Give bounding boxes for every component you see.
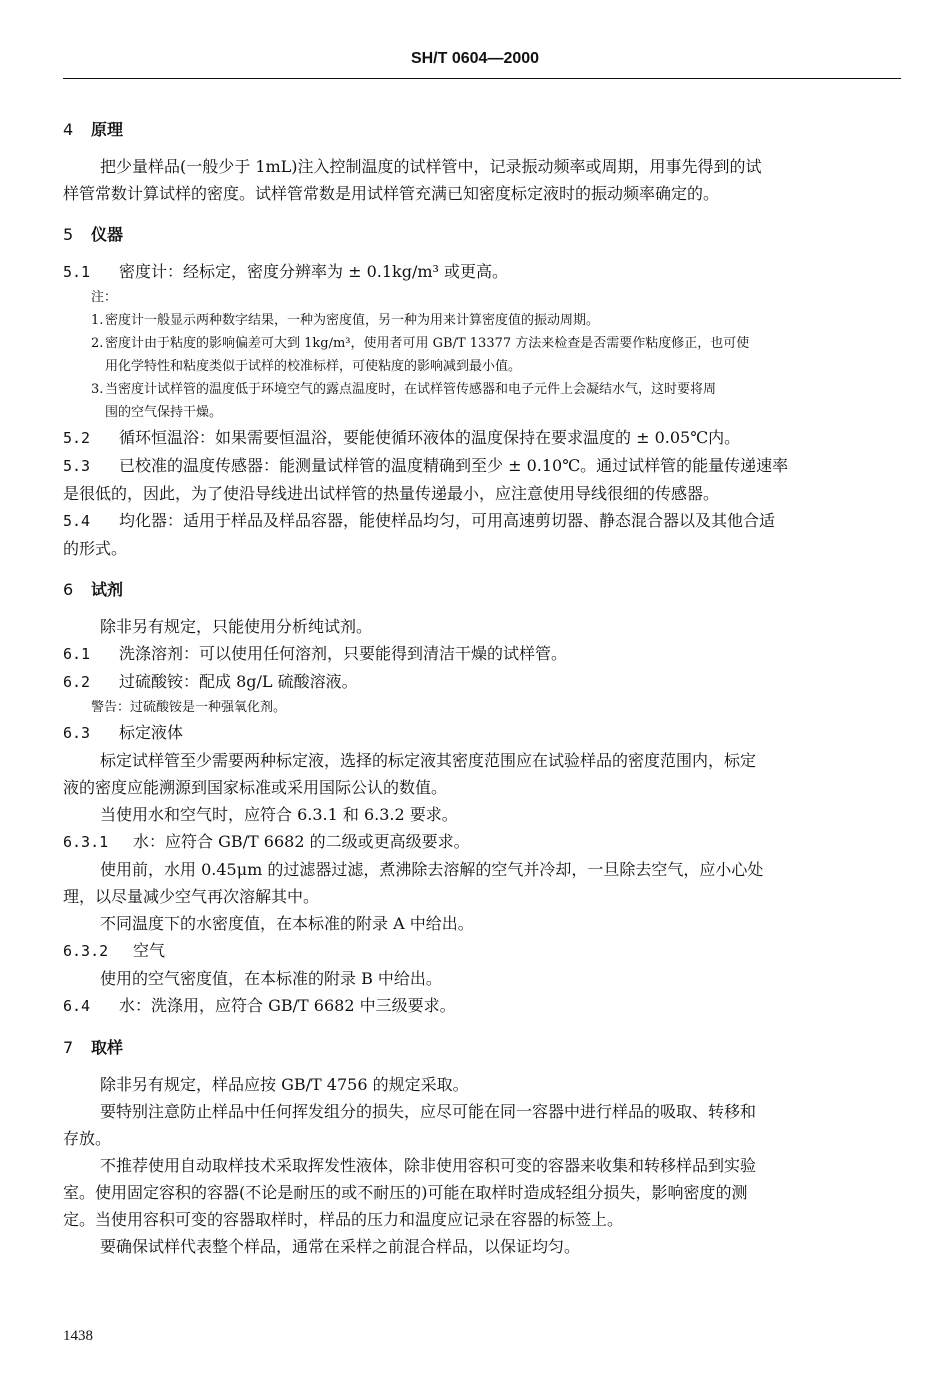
section-title: 仪器 xyxy=(91,225,124,244)
paragraph-line: 存放。 xyxy=(63,1129,112,1148)
paragraph-line: 除非另有规定，样品应按 GB/T 4756 的规定采取。 xyxy=(100,1075,469,1094)
note-2: 2. 密度计由于粘度的影响偏差可大到 1kg/m³，使用者可用 GB/T 13377 方法来检查是否需要作粘度修正，也可使 xyxy=(91,336,750,351)
note-label: 注： xyxy=(91,290,118,305)
page-number: 1438 xyxy=(63,1328,93,1344)
note-3: 3. 当密度计试样管的温度低于环境空气的露点温度时，在试样管传感器和电子元件上会凝结水气，这时要将周 xyxy=(91,382,717,397)
paragraph-line: 样管常数计算试样的密度。试样管常数是用试样管充满已知密度标定液时的振动频率确定的。 xyxy=(63,184,720,203)
paragraph-line: 使用前，水用 0.45μm 的过滤器过滤，煮沸除去溶解的空气并冷却，一旦除去空气，应小心处 xyxy=(100,860,764,879)
note-1: 1. 密度计一般显示两种数字结果，一种为密度值，另一种为用来计算密度值的振动周期。 xyxy=(91,313,600,328)
standard-header: SH/T 0604—2000 xyxy=(410,50,540,67)
section-number: 4 xyxy=(63,120,74,139)
section-number: 5 xyxy=(63,225,74,244)
clause-5-1: 5.1 密度计：经标定，密度分辨率为 ± 0.1kg/m³ 或更高。 xyxy=(63,262,509,281)
note-2-cont: 用化学特性和粘度类似于试样的校准标样，可使粘度的影响减到最小值。 xyxy=(105,359,522,374)
paragraph-line: 理，以尽量减少空气再次溶解其中。 xyxy=(63,887,320,906)
paragraph-line: 是很低的，因此，为了使沿导线进出试样管的热量传递最小，应注意使用导线很细的传感器。 xyxy=(63,484,720,503)
clause-6-1: 6.1 洗涤溶剂：可以使用任何溶剂，只要能得到清洁干燥的试样管。 xyxy=(63,644,568,663)
paragraph-line: 室。使用固定容积的容器(不论是耐压的或不耐压的)可能在取样时造成轻组分损失，影响密度的测 xyxy=(63,1183,748,1202)
paragraph-line: 不推荐使用自动取样技术采取挥发性液体，除非使用容积可变的容器来收集和转移样品到实验 xyxy=(100,1156,757,1175)
clause-6-3-1: 6.3.1 水：应符合 GB/T 6682 的二级或更高级要求。 xyxy=(63,832,470,851)
clause-6-3: 6.3 标定液体 xyxy=(63,723,184,742)
section-number: 7 xyxy=(63,1038,74,1057)
section-title: 取样 xyxy=(91,1038,124,1057)
section-5-heading xyxy=(63,221,901,249)
paragraph-line: 当使用水和空气时，应符合 6.3.1 和 6.3.2 要求。 xyxy=(100,805,458,824)
header-rule xyxy=(63,78,901,79)
clause-5-4: 5.4 均化器：适用于样品及样品容器，能使样品均匀，可用高速剪切器、静态混合器以及其他合适 xyxy=(63,511,776,530)
clause-5-3: 5.3 已校准的温度传感器：能测量试样管的温度精确到至少 ± 0.10℃。通过试样管的能量传递速率 xyxy=(63,456,789,475)
section-number: 6 xyxy=(63,580,74,599)
paragraph-line: 要特别注意防止样品中任何挥发组分的损失，应尽可能在同一容器中进行样品的吸取、转移和 xyxy=(100,1102,757,1121)
note-3-cont: 围的空气保持干燥。 xyxy=(105,405,223,420)
clause-6-2: 6.2 过硫酸铵：配成 8g/L 硫酸溶液。 xyxy=(63,672,358,691)
page-content xyxy=(63,112,901,1260)
paragraph-line: 液的密度应能溯源到国家标准或采用国际公认的数值。 xyxy=(63,778,448,797)
section-4-heading xyxy=(63,116,901,144)
section-6-heading xyxy=(63,576,901,604)
section-title: 试剂 xyxy=(91,580,124,599)
clause-5-2: 5.2 循环恒温浴：如果需要恒温浴，要能使循环液体的温度保持在要求温度的 ± 0.05℃内。 xyxy=(63,428,741,447)
clause-6-3-2: 6.3.2 空气 xyxy=(63,941,166,960)
paragraph-line: 要确保试样代表整个样品，通常在采样之前混合样品，以保证均匀。 xyxy=(100,1237,581,1256)
paragraph-line: 的形式。 xyxy=(63,539,128,558)
clause-6-4: 6.4 水：洗涤用，应符合 GB/T 6682 中三级要求。 xyxy=(63,996,456,1015)
paragraph-line: 标定试样管至少需要两种标定液，选择的标定液其密度范围应在试验样品的密度范围内，标定 xyxy=(100,751,757,770)
paragraph-line: 除非另有规定，只能使用分析纯试剂。 xyxy=(100,617,373,636)
paragraph-line: 定。当使用容积可变的容器取样时，样品的压力和温度应记录在容器的标签上。 xyxy=(63,1210,624,1229)
paragraph-line: 把少量样品(一般少于 1mL)注入控制温度的试样管中，记录振动频率或周期，用事先得到的试 xyxy=(100,157,762,176)
section-title: 原理 xyxy=(91,120,124,139)
paragraph-line: 不同温度下的水密度值，在本标准的附录 A 中给出。 xyxy=(100,914,474,933)
section-7-heading xyxy=(63,1034,901,1062)
warning-note: 警告：过硫酸铵是一种强氧化剂。 xyxy=(91,700,287,715)
paragraph-line: 使用的空气密度值，在本标准的附录 B 中给出。 xyxy=(100,969,442,988)
